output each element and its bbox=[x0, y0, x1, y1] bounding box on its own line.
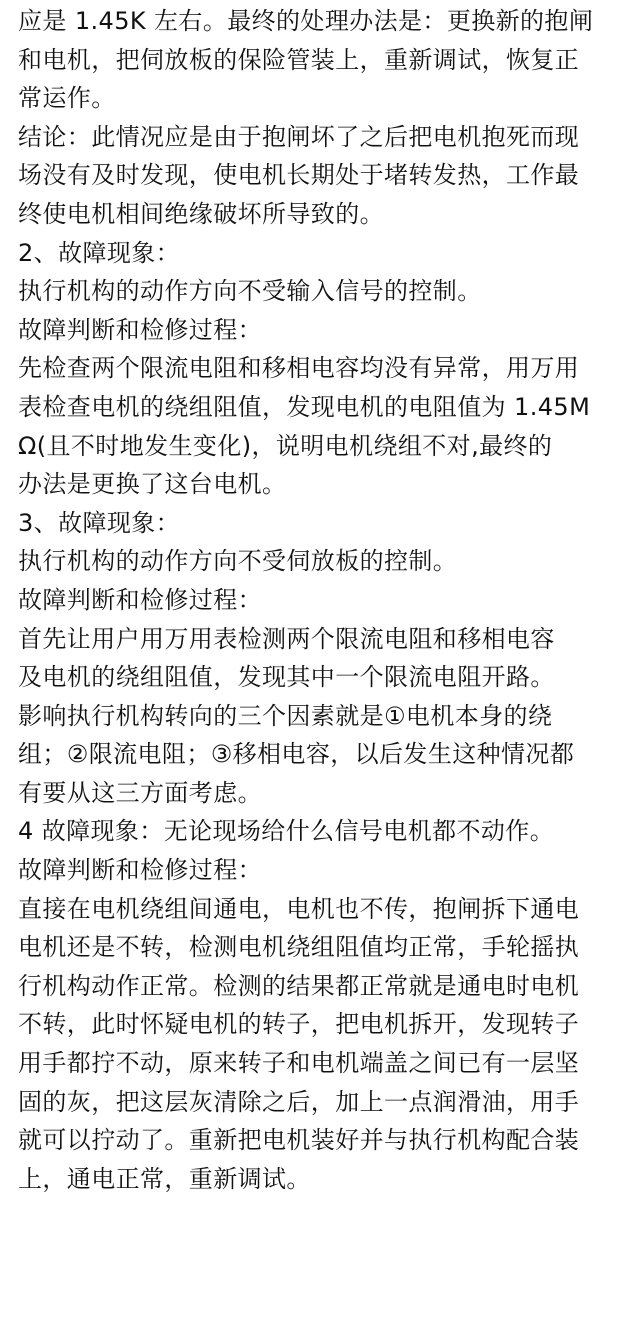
text-line: 电机还是不转，检测电机绕组阻值均正常，手轮摇执 bbox=[18, 933, 580, 962]
text-line: 组；②限流电阻；③移相电容，以后发生这种情况都 bbox=[18, 740, 575, 769]
text-line: 影响执行机构转向的三个因素就是①电机本身的绕 bbox=[18, 701, 553, 730]
text-line: 首先让用户用万用表检测两个限流电阻和移相电容 bbox=[18, 624, 555, 653]
subsection-heading: 故障判断和检修过程： bbox=[18, 585, 262, 614]
subsection-heading: 故障判断和检修过程： bbox=[18, 856, 262, 885]
text-line: 就可以拧动了。重新把电机装好并与执行机构配合装 bbox=[18, 1126, 580, 1155]
text-line: 常运作。 bbox=[18, 84, 116, 113]
text-line: 执行机构的动作方向不受输入信号的控制。 bbox=[18, 277, 482, 306]
text-line: 用手都拧不动，原来转子和电机端盖之间已有一层坚 bbox=[18, 1049, 580, 1078]
text-line: 行机构动作正常。检测的结果都正常就是通电时电机 bbox=[18, 971, 580, 1000]
text-line: 表检查电机的绕组阻值，发现电机的电阻值为 1.45M bbox=[18, 392, 591, 421]
section-heading: 2、故障现象： bbox=[18, 238, 181, 267]
text-line: 和电机，把伺放板的保险管装上，重新调试，恢复正 bbox=[18, 45, 580, 74]
section-heading: 4 故障现象：无论现场给什么信号电机都不动作。 bbox=[18, 817, 555, 846]
subsection-heading: 故障判断和检修过程： bbox=[18, 315, 262, 344]
document-body bbox=[18, 2, 618, 1198]
text-line: 直接在电机绕组间通电，电机也不传，抱闸拆下通电 bbox=[18, 894, 580, 923]
text-line: 场没有及时发现，使电机长期处于堵转发热，工作最 bbox=[18, 161, 580, 190]
section-heading: 3、故障现象： bbox=[18, 508, 181, 537]
text-line: 执行机构的动作方向不受伺放板的控制。 bbox=[18, 547, 458, 576]
text-line: 办法是更换了这台电机。 bbox=[18, 470, 287, 499]
text-line: 应是 1.45K 左右。最终的处理办法是：更换新的抱闸 bbox=[18, 7, 594, 35]
text-line: Ω(且不时地发生变化)，说明电机绕组不对,最终的 bbox=[18, 431, 553, 460]
text-line: 固的灰，把这层灰清除之后，加上一点润滑油，用手 bbox=[18, 1087, 580, 1116]
text-line: 有要从这三方面考虑。 bbox=[18, 778, 262, 807]
text-line: 先检查两个限流电阻和移相电容均没有异常，用万用 bbox=[18, 354, 580, 383]
text-line: 结论：此情况应是由于抱闸坏了之后把电机抱死而现 bbox=[18, 122, 580, 151]
text-line: 及电机的绕组阻值，发现其中一个限流电阻开路。 bbox=[18, 663, 555, 692]
text-line: 终使电机相间绝缘破坏所导致的。 bbox=[18, 199, 384, 228]
text-line: 上，通电正常，重新调试。 bbox=[18, 1164, 311, 1193]
text-line: 不转，此时怀疑电机的转子，把电机拆开，发现转子 bbox=[18, 1010, 580, 1039]
